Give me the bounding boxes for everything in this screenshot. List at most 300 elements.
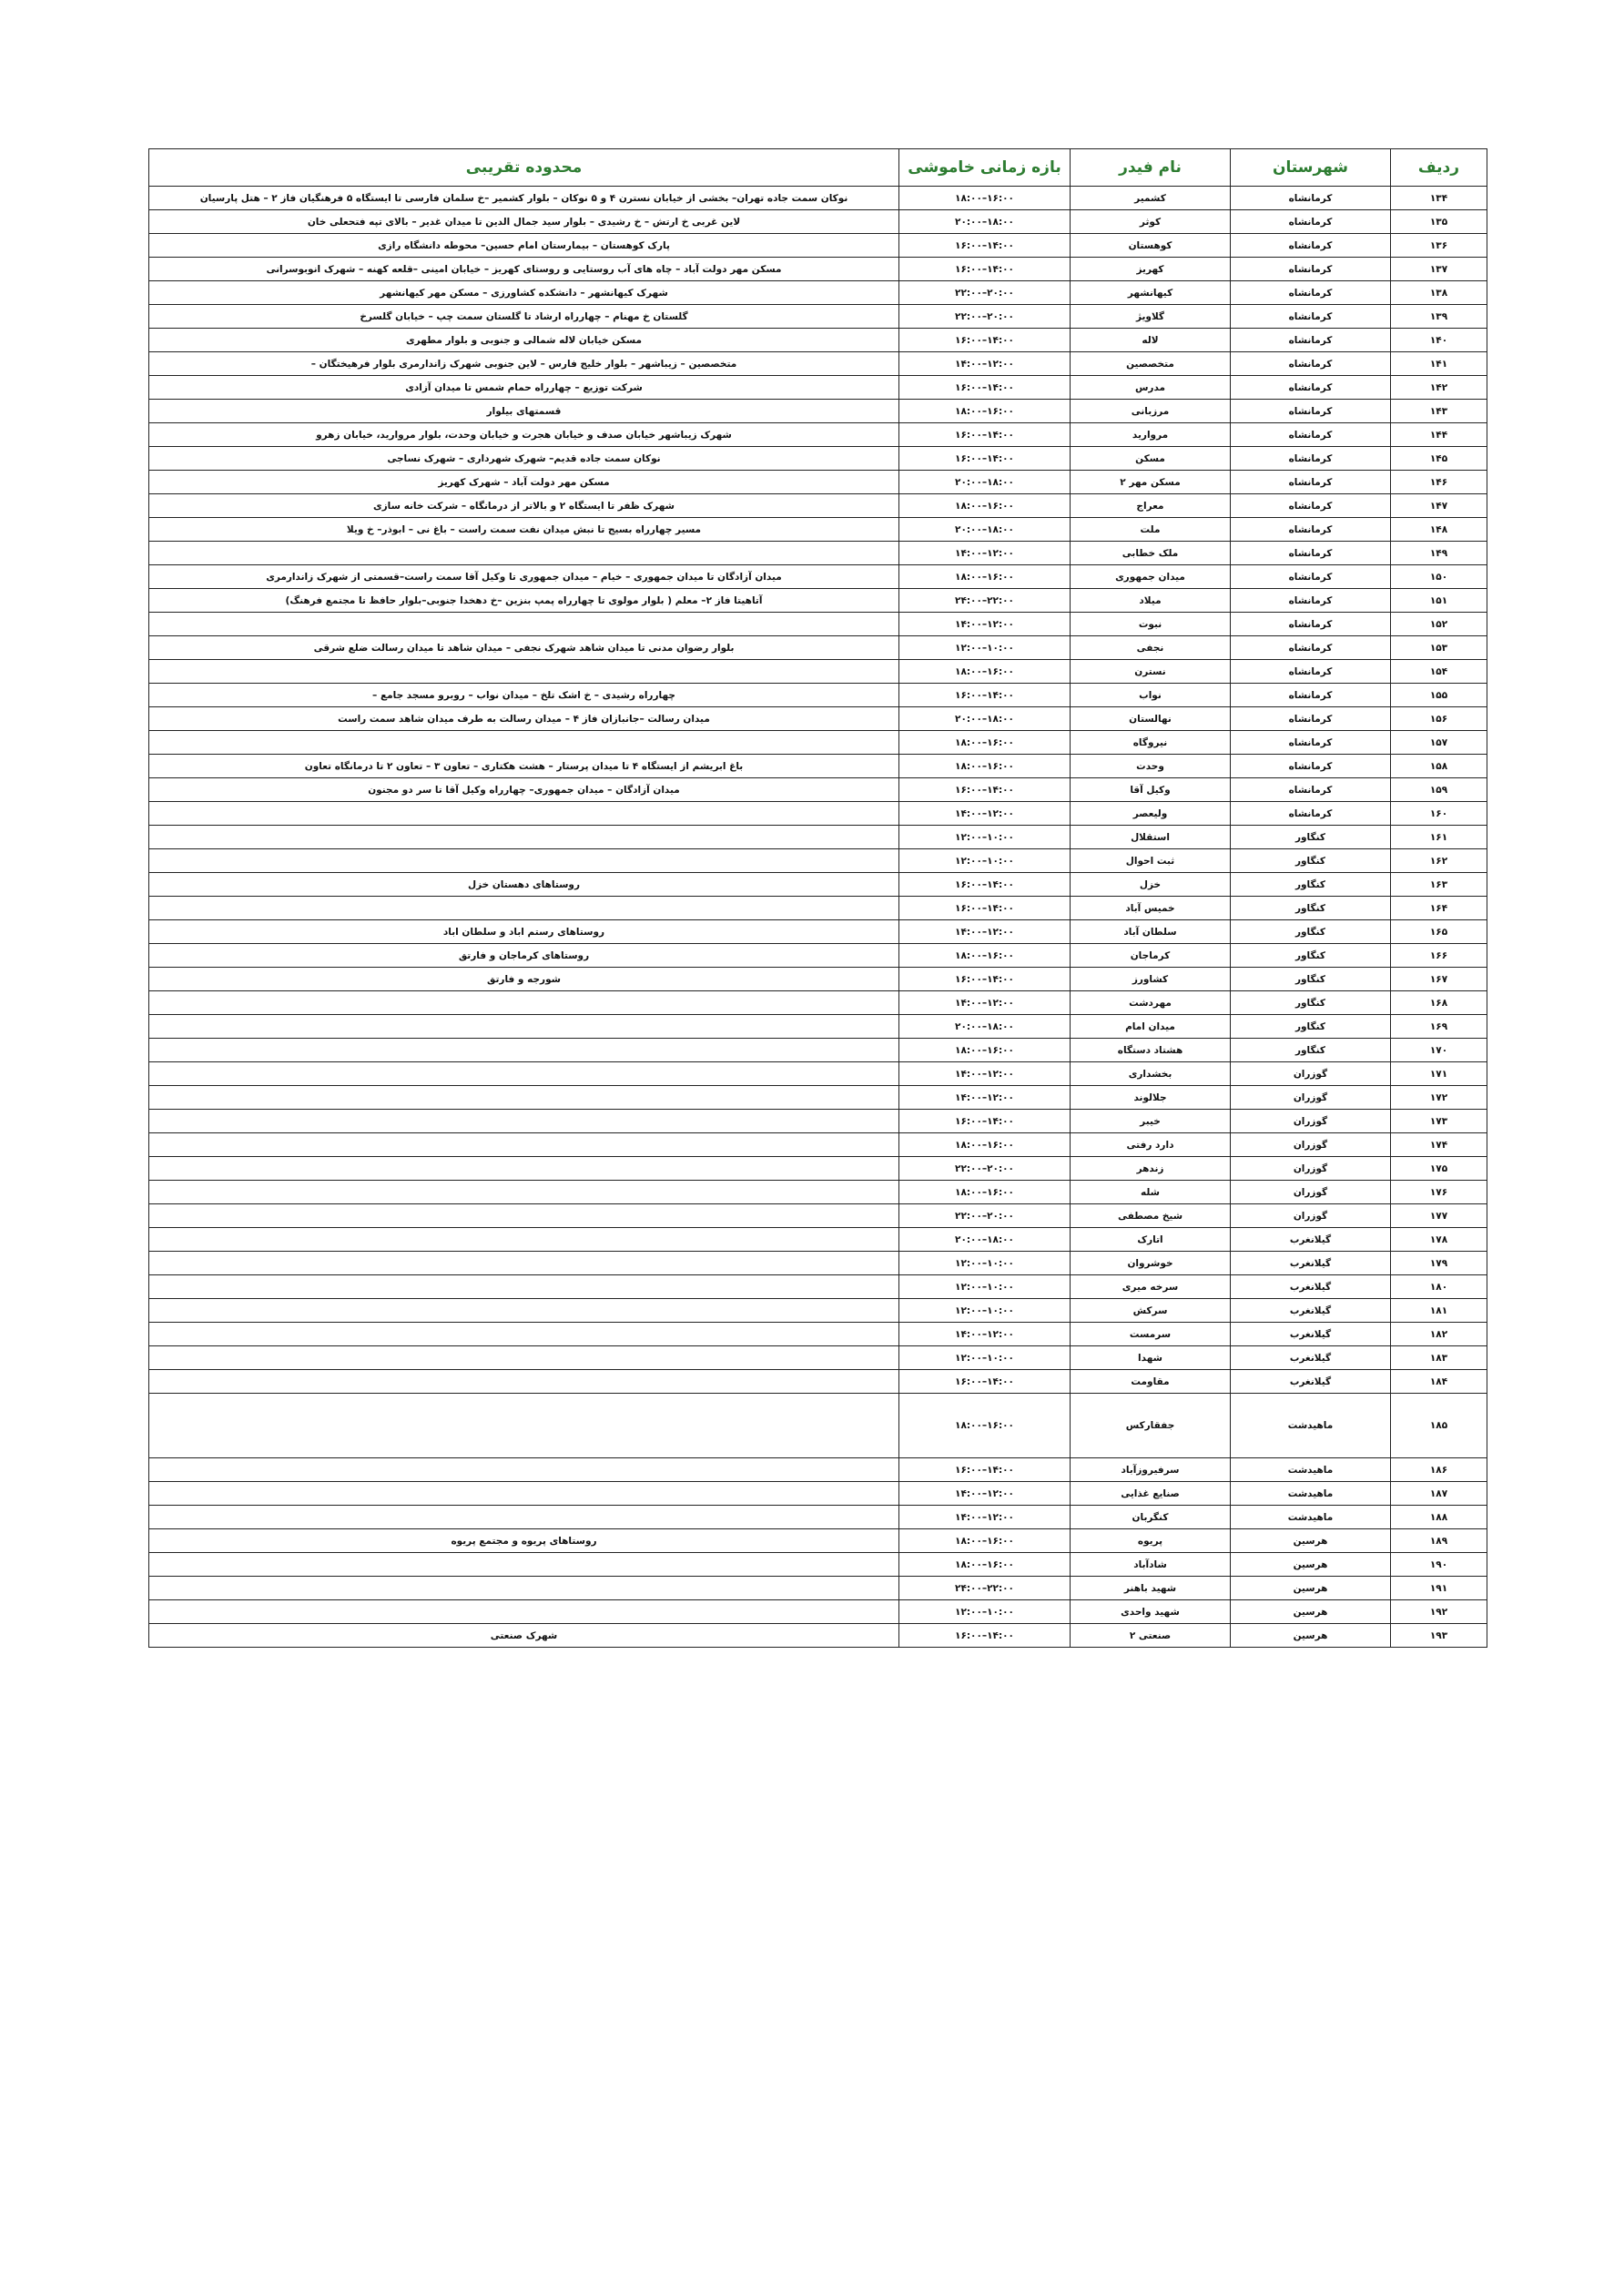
row-number-cell: ۱۵۵ [1391,684,1487,707]
city-cell: کرمانشاه [1231,423,1391,447]
city-cell: کرمانشاه [1231,660,1391,684]
row-number-cell: ۱۴۷ [1391,494,1487,518]
table-row [149,1252,1487,1275]
feeder-cell: شادآباد [1071,1553,1231,1577]
city-cell: کرمانشاه [1231,258,1391,281]
table-row [149,1062,1487,1086]
row-number-cell: ۱۸۱ [1391,1299,1487,1323]
row-number-cell: ۱۷۴ [1391,1133,1487,1157]
city-cell: ماهیدشت [1231,1394,1391,1458]
row-number-cell: ۱۵۱ [1391,589,1487,613]
row-number-cell: ۱۷۱ [1391,1062,1487,1086]
city-cell: کرمانشاه [1231,755,1391,778]
table-row [149,1553,1487,1577]
feeder-cell: شهید واحدی [1071,1600,1231,1624]
area-cell: چهارراه رشیدی – خ اشک تلخ – میدان نواب – روبرو مسجد جامع – [149,684,899,707]
feeder-cell: نواب [1071,684,1231,707]
table-row [149,187,1487,210]
feeder-cell: ملت [1071,518,1231,542]
outage-time-cell: ۱۴:۰۰–۱۶:۰۰ [899,968,1071,991]
area-cell: پارک کوهستان – بیمارستان امام حسین– محوطه دانشگاه رازی [149,234,899,258]
outage-time-cell: ۱۲:۰۰–۱۴:۰۰ [899,1062,1071,1086]
table-header-row [149,149,1487,187]
table-row [149,1204,1487,1228]
row-number-cell: ۱۳۷ [1391,258,1487,281]
feeder-cell: خوشروان [1071,1252,1231,1275]
city-cell: کنگاور [1231,826,1391,849]
feeder-cell: کنگربان [1071,1506,1231,1529]
row-number-cell: ۱۴۰ [1391,329,1487,352]
table-row [149,565,1487,589]
feeder-cell: جلالوند [1071,1086,1231,1110]
outage-time-cell: ۱۴:۰۰–۱۶:۰۰ [899,1458,1071,1482]
row-number-cell: ۱۹۱ [1391,1577,1487,1600]
feeder-cell: مهردشت [1071,991,1231,1015]
outage-time-cell: ۱۸:۰۰–۲۰:۰۰ [899,210,1071,234]
table-row [149,1181,1487,1204]
area-cell: بلوار رضوان مدنی تا میدان شاهد شهرک نجفی – میدان شاهد تا میدان رسالت ضلع شرقی [149,636,899,660]
area-cell [149,1228,899,1252]
outage-time-cell: ۲۲:۰۰–۲۴:۰۰ [899,589,1071,613]
outage-time-cell: ۱۰:۰۰–۱۲:۰۰ [899,1346,1071,1370]
area-cell: میدان آزادگان تا میدان جمهوری – خیام – میدان جمهوری تا وکیل آقا سمت راست–قسمتی از شهرک زاندارمری [149,565,899,589]
feeder-cell: کرماجان [1071,944,1231,968]
outage-time-cell: ۱۲:۰۰–۱۴:۰۰ [899,1323,1071,1346]
area-cell [149,991,899,1015]
feeder-cell: کشاورز [1071,968,1231,991]
outage-time-cell: ۱۲:۰۰–۱۴:۰۰ [899,802,1071,826]
table-row [149,1039,1487,1062]
city-cell: کنگاور [1231,1015,1391,1039]
city-cell: کنگاور [1231,944,1391,968]
city-cell: کرمانشاه [1231,707,1391,731]
row-number-cell: ۱۵۳ [1391,636,1487,660]
city-cell: گیلانغرب [1231,1299,1391,1323]
row-number-cell: ۱۹۳ [1391,1624,1487,1648]
area-cell: لاین غربی خ ارتش – خ رشیدی – بلوار سید جمال الدین تا میدان غدیر – بالای تپه فتحعلی خان [149,210,899,234]
row-number-cell: ۱۴۸ [1391,518,1487,542]
table-row [149,518,1487,542]
city-cell: کنگاور [1231,873,1391,897]
outage-time-cell: ۱۶:۰۰–۱۸:۰۰ [899,1039,1071,1062]
outage-time-cell: ۲۰:۰۰–۲۲:۰۰ [899,1204,1071,1228]
feeder-cell: شله [1071,1181,1231,1204]
feeder-cell: هشتاد دستگاه [1071,1039,1231,1062]
row-number-cell: ۱۶۰ [1391,802,1487,826]
outage-time-cell: ۱۴:۰۰–۱۶:۰۰ [899,778,1071,802]
table-body [149,187,1487,1648]
city-cell: کرمانشاه [1231,636,1391,660]
row-number-cell: ۱۴۵ [1391,447,1487,471]
city-cell: گیلانغرب [1231,1370,1391,1394]
table-row [149,849,1487,873]
outage-time-cell: ۱۶:۰۰–۱۸:۰۰ [899,187,1071,210]
outage-time-cell: ۱۰:۰۰–۱۲:۰۰ [899,1275,1071,1299]
area-cell [149,1577,899,1600]
feeder-cell: نبوت [1071,613,1231,636]
area-cell [149,1394,899,1458]
area-cell [149,731,899,755]
area-cell: نوکان سمت جاده قدیم– شهرک شهرداری – شهرک نساجی [149,447,899,471]
area-cell [149,1275,899,1299]
row-number-cell: ۱۹۲ [1391,1600,1487,1624]
outage-time-cell: ۱۲:۰۰–۱۴:۰۰ [899,1482,1071,1506]
area-cell [149,1133,899,1157]
row-number-cell: ۱۷۲ [1391,1086,1487,1110]
city-cell: کرمانشاه [1231,589,1391,613]
row-number-cell: ۱۳۴ [1391,187,1487,210]
area-cell [149,660,899,684]
outage-time-cell: ۱۸:۰۰–۲۰:۰۰ [899,1015,1071,1039]
table-row [149,1110,1487,1133]
feeder-cell: صنایع غذایی [1071,1482,1231,1506]
area-cell: باغ ابریشم از ایستگاه ۴ تا میدان پرستار – هشت هکتاری – تعاون ۳ – تعاون ۲ تا درمانگاه تعاون [149,755,899,778]
feeder-cell: کیهانشهر [1071,281,1231,305]
table-row [149,423,1487,447]
outage-time-cell: ۱۴:۰۰–۱۶:۰۰ [899,258,1071,281]
area-cell [149,1181,899,1204]
area-cell [149,1204,899,1228]
table-row [149,684,1487,707]
outage-time-cell: ۱۸:۰۰–۲۰:۰۰ [899,471,1071,494]
feeder-cell: مدرس [1071,376,1231,400]
area-cell: مسکن مهر دولت آباد – شهرک کهریز [149,471,899,494]
city-cell: کرمانشاه [1231,613,1391,636]
city-cell: کرمانشاه [1231,400,1391,423]
feeder-cell: میلاد [1071,589,1231,613]
feeder-cell: اتارک [1071,1228,1231,1252]
row-number-cell: ۱۴۹ [1391,542,1487,565]
row-number-cell: ۱۸۹ [1391,1529,1487,1553]
city-cell: کرمانشاه [1231,731,1391,755]
feeder-cell: نجفی [1071,636,1231,660]
feeder-cell: کهریز [1071,258,1231,281]
feeder-cell: سرکش [1071,1299,1231,1323]
outage-schedule-table [148,148,1487,1648]
header-outage-time: بازه زمانی خاموشی [899,149,1071,187]
row-number-cell: ۱۶۲ [1391,849,1487,873]
feeder-cell: وحدت [1071,755,1231,778]
area-cell [149,1323,899,1346]
area-cell: نوکان سمت جاده تهران– بخشی از خیابان نسترن ۴ و ۵ نوکان – بلوار کشمیر –خ سلمان فارسی تا ایستگاه ۵ فرهنگیان فاز ۲ – هتل پارسیان [149,187,899,210]
area-cell: شهرک کیهانشهر – دانشکده کشاورزی – مسکن مهر کیهانشهر [149,281,899,305]
outage-time-cell: ۱۰:۰۰–۱۲:۰۰ [899,1600,1071,1624]
area-cell [149,1346,899,1370]
outage-time-cell: ۱۶:۰۰–۱۸:۰۰ [899,660,1071,684]
outage-time-cell: ۱۲:۰۰–۱۴:۰۰ [899,1506,1071,1529]
outage-time-cell: ۱۶:۰۰–۱۸:۰۰ [899,400,1071,423]
table-row [149,305,1487,329]
table-row [149,731,1487,755]
row-number-cell: ۱۶۶ [1391,944,1487,968]
outage-time-cell: ۱۶:۰۰–۱۸:۰۰ [899,731,1071,755]
area-cell: متخصصین – زیباشهر – بلوار خلیج فارس – لاین جنوبی شهرک زاندارمری بلوار فرهیختگان – [149,352,899,376]
row-number-cell: ۱۸۸ [1391,1506,1487,1529]
area-cell [149,613,899,636]
outage-schedule-page [148,148,1487,1648]
area-cell [149,1299,899,1323]
outage-time-cell: ۱۲:۰۰–۱۴:۰۰ [899,1086,1071,1110]
table-row [149,991,1487,1015]
row-number-cell: ۱۳۸ [1391,281,1487,305]
table-row [149,1506,1487,1529]
table-row [149,1157,1487,1181]
table-row [149,1577,1487,1600]
feeder-cell: پریوه [1071,1529,1231,1553]
header-row-number: ردیف [1391,149,1487,187]
table-row [149,1275,1487,1299]
city-cell: کرمانشاه [1231,447,1391,471]
city-cell: کرمانشاه [1231,802,1391,826]
outage-time-cell: ۱۴:۰۰–۱۶:۰۰ [899,447,1071,471]
city-cell: کرمانشاه [1231,376,1391,400]
city-cell: کرمانشاه [1231,187,1391,210]
outage-time-cell: ۱۶:۰۰–۱۸:۰۰ [899,494,1071,518]
area-cell: شهرک ظفر تا ایستگاه ۲ و بالاتر از درمانگاه – شرکت خانه سازی [149,494,899,518]
area-cell [149,1252,899,1275]
city-cell: گیلانغرب [1231,1252,1391,1275]
feeder-cell: مسکن مهر ۲ [1071,471,1231,494]
city-cell: هرسین [1231,1553,1391,1577]
area-cell [149,1039,899,1062]
row-number-cell: ۱۴۱ [1391,352,1487,376]
row-number-cell: ۱۵۴ [1391,660,1487,684]
feeder-cell: زندهر [1071,1157,1231,1181]
outage-time-cell: ۱۲:۰۰–۱۴:۰۰ [899,542,1071,565]
row-number-cell: ۱۴۳ [1391,400,1487,423]
feeder-cell: نیروگاه [1071,731,1231,755]
table-row [149,281,1487,305]
city-cell: گوزران [1231,1181,1391,1204]
outage-time-cell: ۱۴:۰۰–۱۶:۰۰ [899,897,1071,920]
outage-time-cell: ۱۰:۰۰–۱۲:۰۰ [899,636,1071,660]
outage-time-cell: ۱۶:۰۰–۱۸:۰۰ [899,1133,1071,1157]
table-row [149,707,1487,731]
row-number-cell: ۱۸۴ [1391,1370,1487,1394]
row-number-cell: ۱۶۷ [1391,968,1487,991]
table-row [149,258,1487,281]
row-number-cell: ۱۵۹ [1391,778,1487,802]
feeder-cell: میدان جمهوری [1071,565,1231,589]
outage-time-cell: ۱۲:۰۰–۱۴:۰۰ [899,991,1071,1015]
outage-time-cell: ۱۸:۰۰–۲۰:۰۰ [899,707,1071,731]
outage-time-cell: ۱۲:۰۰–۱۴:۰۰ [899,920,1071,944]
row-number-cell: ۱۵۸ [1391,755,1487,778]
feeder-cell: ملک خطابی [1071,542,1231,565]
table-row [149,873,1487,897]
city-cell: هرسین [1231,1600,1391,1624]
header-area: محدوده تقریبی [149,149,899,187]
city-cell: گیلانغرب [1231,1275,1391,1299]
outage-time-cell: ۱۴:۰۰–۱۶:۰۰ [899,329,1071,352]
table-row [149,329,1487,352]
feeder-cell: گلاویژ [1071,305,1231,329]
table-row [149,826,1487,849]
row-number-cell: ۱۸۲ [1391,1323,1487,1346]
feeder-cell: بخشداری [1071,1062,1231,1086]
feeder-cell: شیخ مصطفی [1071,1204,1231,1228]
city-cell: گوزران [1231,1110,1391,1133]
area-cell [149,1110,899,1133]
table-row [149,897,1487,920]
feeder-cell: مرزبانی [1071,400,1231,423]
outage-time-cell: ۱۶:۰۰–۱۸:۰۰ [899,565,1071,589]
outage-time-cell: ۱۸:۰۰–۲۰:۰۰ [899,518,1071,542]
feeder-cell: مسکن [1071,447,1231,471]
table-row [149,802,1487,826]
area-cell: روستاهای رستم اباد و سلطان اباد [149,920,899,944]
city-cell: کنگاور [1231,1039,1391,1062]
feeder-cell: سرفیروزآباد [1071,1458,1231,1482]
area-cell [149,542,899,565]
feeder-cell: کوهستان [1071,234,1231,258]
city-cell: کرمانشاه [1231,352,1391,376]
outage-time-cell: ۱۶:۰۰–۱۸:۰۰ [899,1553,1071,1577]
row-number-cell: ۱۴۲ [1391,376,1487,400]
table-row [149,660,1487,684]
feeder-cell: وکیل آقا [1071,778,1231,802]
table-row [149,778,1487,802]
area-cell: شهرک زیباشهر خیابان صدف و خیابان هجرت و خیابان وحدت، بلوار مروارید، خیابان زهرو [149,423,899,447]
row-number-cell: ۱۸۶ [1391,1458,1487,1482]
area-cell: آتاهیتا فاز ۲– معلم ( بلوار مولوی تا چهارراه پمپ بنزین –خ دهخدا جنوبی–بلوار حافظ تا مجتمع فرهنگ) [149,589,899,613]
table-row [149,494,1487,518]
outage-time-cell: ۱۴:۰۰–۱۶:۰۰ [899,1110,1071,1133]
row-number-cell: ۱۶۹ [1391,1015,1487,1039]
city-cell: کرمانشاه [1231,778,1391,802]
feeder-cell: متخصصین [1071,352,1231,376]
row-number-cell: ۱۷۹ [1391,1252,1487,1275]
area-cell [149,1015,899,1039]
outage-time-cell: ۱۴:۰۰–۱۶:۰۰ [899,684,1071,707]
area-cell: شورجه و فارتق [149,968,899,991]
table-row [149,542,1487,565]
row-number-cell: ۱۶۱ [1391,826,1487,849]
outage-time-cell: ۱۶:۰۰–۱۸:۰۰ [899,1394,1071,1458]
row-number-cell: ۱۶۳ [1391,873,1487,897]
city-cell: کرمانشاه [1231,518,1391,542]
area-cell: مسیر چهارراه بسیج تا نبش میدان نفت سمت راست – باغ نی – ابوذر– خ ویلا [149,518,899,542]
feeder-cell: سرخه میری [1071,1275,1231,1299]
feeder-cell: کوثر [1071,210,1231,234]
city-cell: کرمانشاه [1231,684,1391,707]
table-row [149,1228,1487,1252]
feeder-cell: خمیس آباد [1071,897,1231,920]
city-cell: گیلانغرب [1231,1228,1391,1252]
outage-time-cell: ۲۰:۰۰–۲۲:۰۰ [899,281,1071,305]
outage-time-cell: ۲۲:۰۰–۲۴:۰۰ [899,1577,1071,1600]
row-number-cell: ۱۵۷ [1391,731,1487,755]
area-cell [149,1458,899,1482]
feeder-cell: سلطان آباد [1071,920,1231,944]
city-cell: کرمانشاه [1231,471,1391,494]
row-number-cell: ۱۳۹ [1391,305,1487,329]
table-row [149,589,1487,613]
area-cell [149,802,899,826]
area-cell: شرکت توزیع – چهارراه حمام شمس تا میدان آزادی [149,376,899,400]
row-number-cell: ۱۳۵ [1391,210,1487,234]
row-number-cell: ۱۷۸ [1391,1228,1487,1252]
outage-time-cell: ۱۶:۰۰–۱۸:۰۰ [899,944,1071,968]
city-cell: گوزران [1231,1204,1391,1228]
table-row [149,210,1487,234]
table-row [149,1458,1487,1482]
row-number-cell: ۱۸۳ [1391,1346,1487,1370]
row-number-cell: ۱۳۶ [1391,234,1487,258]
area-cell: گلستان خ مهنام – چهارراه ارشاد تا گلستان سمت چپ – خیابان گلسرخ [149,305,899,329]
area-cell: مسکن مهر دولت آباد – چاه های آب روستایی و روستای کهریز – خیابان امینی –قلعه کهنه – شهرک انوبوسرانی [149,258,899,281]
table-row [149,352,1487,376]
outage-time-cell: ۲۰:۰۰–۲۲:۰۰ [899,305,1071,329]
feeder-cell: لاله [1071,329,1231,352]
outage-time-cell: ۱۸:۰۰–۲۰:۰۰ [899,1228,1071,1252]
city-cell: کرمانشاه [1231,329,1391,352]
table-row [149,1346,1487,1370]
table-row [149,1482,1487,1506]
area-cell [149,897,899,920]
feeder-cell: سرمست [1071,1323,1231,1346]
area-cell: روستاهای پریوه و مجتمع پریوه [149,1529,899,1553]
outage-time-cell: ۱۴:۰۰–۱۶:۰۰ [899,1370,1071,1394]
area-cell [149,826,899,849]
city-cell: کرمانشاه [1231,281,1391,305]
feeder-cell: نسترن [1071,660,1231,684]
outage-time-cell: ۱۰:۰۰–۱۲:۰۰ [899,1252,1071,1275]
area-cell: شهرک صنعتی [149,1624,899,1648]
row-number-cell: ۱۴۴ [1391,423,1487,447]
city-cell: هرسین [1231,1577,1391,1600]
outage-time-cell: ۱۶:۰۰–۱۸:۰۰ [899,1529,1071,1553]
outage-time-cell: ۱۶:۰۰–۱۸:۰۰ [899,1181,1071,1204]
row-number-cell: ۱۸۵ [1391,1394,1487,1458]
city-cell: گیلانغرب [1231,1346,1391,1370]
feeder-cell: جفقارکس [1071,1394,1231,1458]
city-cell: کنگاور [1231,920,1391,944]
outage-time-cell: ۱۲:۰۰–۱۴:۰۰ [899,613,1071,636]
table-row [149,1299,1487,1323]
outage-time-cell: ۱۴:۰۰–۱۶:۰۰ [899,234,1071,258]
row-number-cell: ۱۹۰ [1391,1553,1487,1577]
feeder-cell: خیبر [1071,1110,1231,1133]
outage-time-cell: ۱۲:۰۰–۱۴:۰۰ [899,352,1071,376]
city-cell: کنگاور [1231,897,1391,920]
table-row [149,1370,1487,1394]
city-cell: ماهیدشت [1231,1458,1391,1482]
city-cell: گوزران [1231,1157,1391,1181]
area-cell [149,1086,899,1110]
city-cell: گیلانغرب [1231,1323,1391,1346]
table-row [149,1323,1487,1346]
area-cell: میدان آزادگان – میدان جمهوری– چهارراه وکیل آقا تا سر دو مجنون [149,778,899,802]
area-cell [149,1157,899,1181]
feeder-cell: میدان امام [1071,1015,1231,1039]
row-number-cell: ۱۸۰ [1391,1275,1487,1299]
outage-time-cell: ۲۰:۰۰–۲۲:۰۰ [899,1157,1071,1181]
city-cell: کرمانشاه [1231,305,1391,329]
table-row [149,636,1487,660]
area-cell [149,1553,899,1577]
table-row [149,447,1487,471]
row-number-cell: ۱۷۷ [1391,1204,1487,1228]
outage-time-cell: ۱۴:۰۰–۱۶:۰۰ [899,376,1071,400]
row-number-cell: ۱۷۰ [1391,1039,1487,1062]
row-number-cell: ۱۶۸ [1391,991,1487,1015]
feeder-cell: ثبت احوال [1071,849,1231,873]
row-number-cell: ۱۷۵ [1391,1157,1487,1181]
header-city: شهرستان [1231,149,1391,187]
city-cell: ماهیدشت [1231,1482,1391,1506]
area-cell [149,1370,899,1394]
